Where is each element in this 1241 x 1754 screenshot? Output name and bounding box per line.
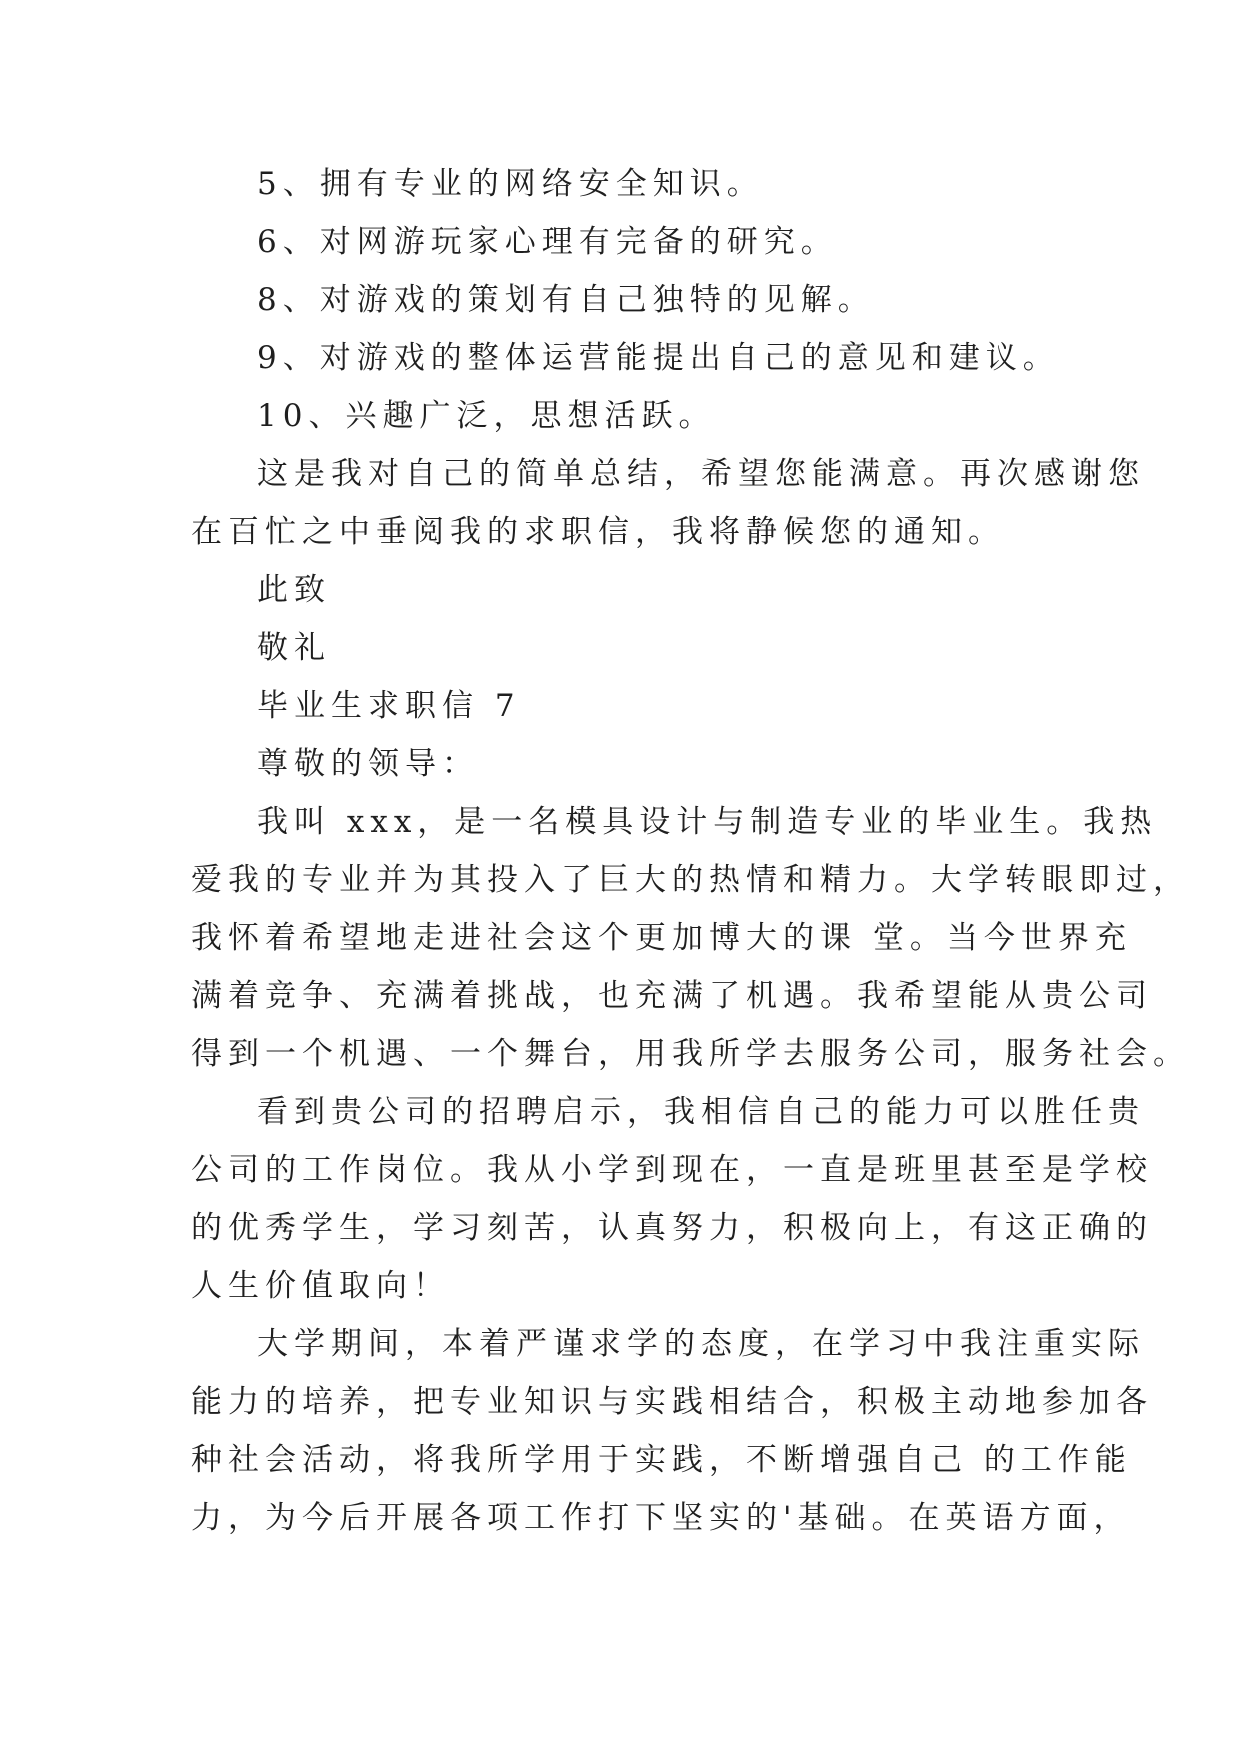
greeting: 尊敬的领导： (257, 746, 479, 782)
list-item-9: 9、对游戏的整体运营能提出自己的意见和建议。 (257, 340, 1060, 376)
list-item-5: 5、拥有专业的网络安全知识。 (257, 166, 764, 202)
paragraph-line: 得到一个机遇、一个舞台，用我所学去服务公司，服务社会。 (191, 1036, 1190, 1072)
salutation-cizhi: 此致 (257, 572, 331, 608)
paragraph-line: 我怀着希望地走进社会这个更加博大的课 堂。当今世界充 (191, 920, 1132, 956)
list-item-8: 8、对游戏的策划有自己独特的见解。 (257, 282, 875, 318)
paragraph-line: 的优秀学生，学习刻苦，认真努力，积极向上，有这正确的 (191, 1210, 1153, 1246)
list-item-10: 10、兴趣广泛，思想活跃。 (257, 398, 716, 434)
closing-line-1: 这是我对自己的简单总结，希望您能满意。再次感谢您 (257, 456, 1145, 492)
paragraph-university (191, 1315, 1153, 1547)
paragraph-line: 公司的工作岗位。我从小学到现在，一直是班里甚至是学校 (191, 1152, 1153, 1188)
letter-title: 毕业生求职信 7 (257, 688, 521, 724)
salutation-jingli: 敬礼 (257, 630, 331, 666)
paragraph-line: 能力的培养，把专业知识与实践相结合，积极主动地参加各 (191, 1384, 1153, 1420)
paragraph-line: 爱我的专业并为其投入了巨大的热情和精力。大学转眼即过， (191, 862, 1190, 898)
paragraph-line: 我叫 xxx，是一名模具设计与制造专业的毕业生。我热 (257, 804, 1158, 840)
document-body (191, 155, 1190, 1547)
paragraph-line: 种社会活动，将我所学用于实践，不断增强自己 的工作能 (191, 1442, 1132, 1478)
paragraph-line: 看到贵公司的招聘启示，我相信自己的能力可以胜任贵 (257, 1094, 1145, 1130)
list-item-6: 6、对网游玩家心理有完备的研究。 (257, 224, 838, 260)
paragraph-line: 力，为今后开展各项工作打下坚实的'基础。在英语方面， (191, 1500, 1131, 1536)
paragraph-line: 满着竞争、充满着挑战，也充满了机遇。我希望能从贵公司 (191, 978, 1153, 1014)
paragraph-introduction (191, 793, 1190, 1083)
closing-line-2: 在百忙之中垂阅我的求职信，我将静候您的通知。 (191, 514, 1005, 550)
paragraph-line: 人生价值取向！ (191, 1268, 450, 1304)
paragraph-line: 大学期间，本着严谨求学的态度，在学习中我注重实际 (257, 1326, 1145, 1362)
closing-paragraph (191, 445, 1145, 561)
paragraph-motivation (191, 1083, 1153, 1315)
